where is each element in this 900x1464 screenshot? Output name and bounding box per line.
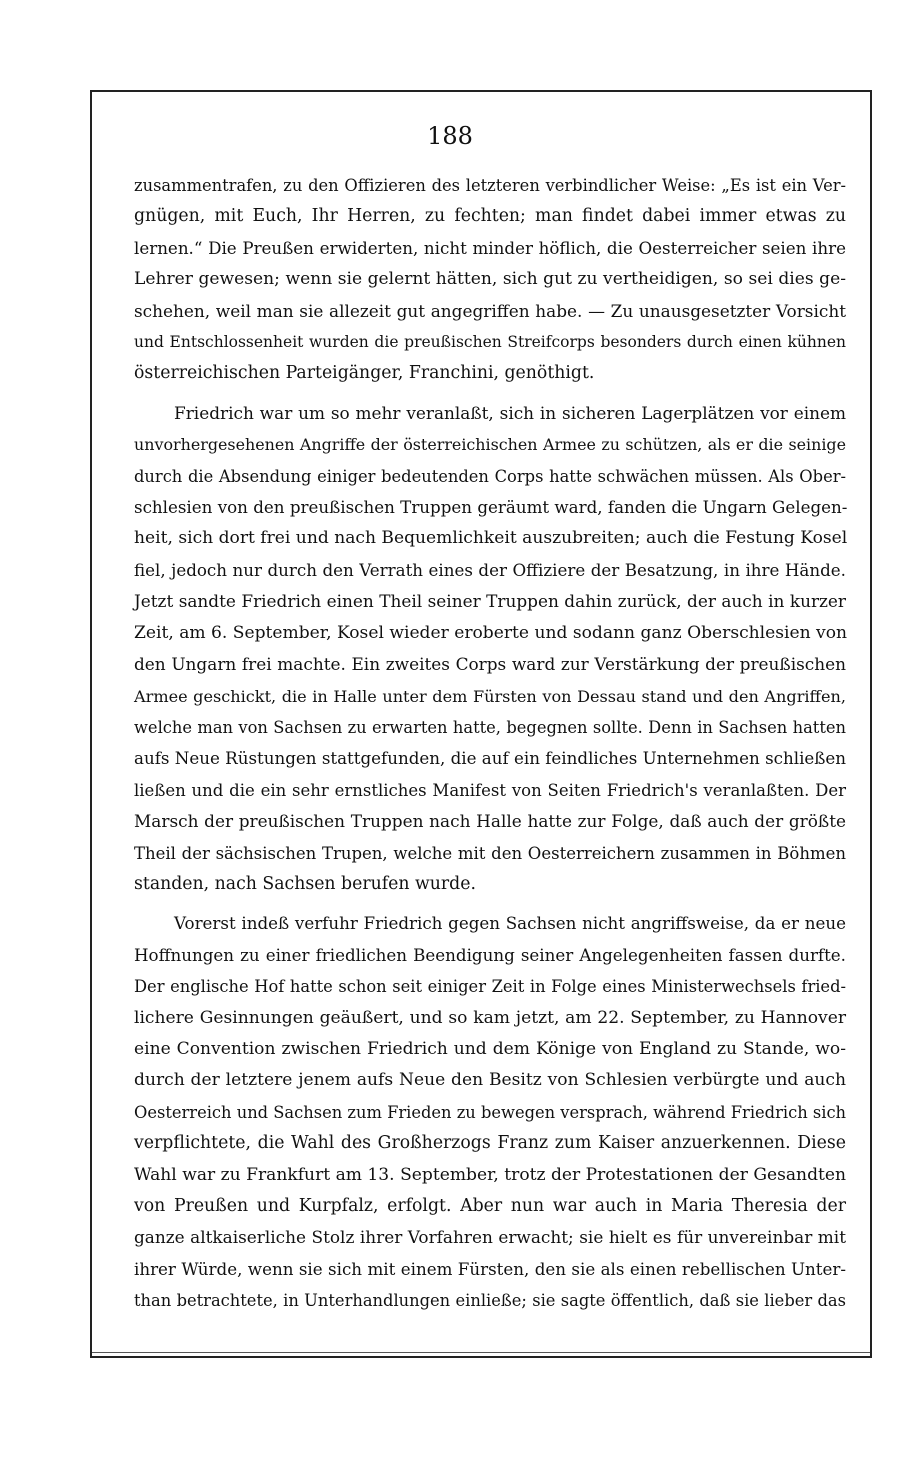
text-line: ganze altkaiserliche Stolz ihrer Vorfahren erwacht; sie hielt es für unvereinbar mit	[134, 1227, 846, 1248]
page-number: 188	[427, 122, 473, 150]
text-line: Marsch der preußischen Truppen nach Halle hatte zur Folge, daß auch der größte	[134, 811, 846, 832]
text-line: standen, nach Sachsen berufen wurde.	[134, 873, 476, 894]
text-line: welche man von Sachsen zu erwarten hatte, begegnen sollte. Denn in Sachsen hatten	[134, 717, 846, 737]
text-line: und Entschlossenheit wurden die preußischen Streifcorps besonders durch einen kühnen	[134, 333, 846, 352]
paragraph-2	[134, 398, 846, 901]
text-line: ihrer Würde, wenn sie sich mit einem Fürsten, den sie als einen rebellischen Unter-	[134, 1258, 846, 1279]
text-line: Wahl war zu Frankfurt am 13. September, trotz der Protestationen der Gesandten	[134, 1164, 846, 1185]
text-line: unvorhergesehenen Angriffe der österreichischen Armee zu schützen, als er die seinige	[134, 435, 846, 455]
text-line: than betrachtete, in Unterhandlungen einließe; sie sagte öffentlich, daß sie lieber das	[134, 1291, 846, 1311]
text-line: Der englische Hof hatte schon seit einiger Zeit in Folge eines Ministerwechsels fried-	[134, 977, 846, 997]
text-line: gnügen, mit Euch, Ihr Herren, zu fechten; man findet dabei immer etwas zu	[134, 206, 846, 227]
text-line: Jetzt sandte Friedrich einen Theil seiner Truppen dahin zurück, der auch in kurzer	[134, 591, 846, 612]
text-line: schlesien von den preußischen Truppen geräumt ward, fanden die Ungarn Gelegen-	[134, 497, 848, 518]
text-line: verpflichtete, die Wahl des Großherzogs Franz zum Kaiser anzuerkennen. Diese	[134, 1133, 846, 1154]
text-line: aufs Neue Rüstungen stattgefunden, die auf ein feindliches Unternehmen schließen	[134, 748, 847, 769]
text-line: Friedrich war um so mehr veranlaßt, sich in sicheren Lagerplätzen vor einem	[174, 402, 846, 423]
text-line: fiel, jedoch nur durch den Verrath eines der Offiziere der Besatzung, in ihre Hände.	[134, 559, 846, 580]
text-line: durch der letztere jenem aufs Neue den Besitz von Schlesien verbürgte und auch	[134, 1070, 846, 1091]
text-line: Oesterreich und Sachsen zum Frieden zu bewegen versprach, während Friedrich sich	[134, 1102, 847, 1122]
paragraph-1	[134, 170, 846, 390]
text-line: zusammentrafen, zu den Offizieren des letzteren verbindlicher Weise: „Es ist ein Ver-	[134, 176, 846, 195]
text-line: lernen.“ Die Preußen erwiderten, nicht minder höflich, die Oesterreicher seien ihre	[134, 237, 846, 258]
text-line: durch die Absendung einiger bedeutenden Corps hatte schwächen müssen. Als Ober-	[134, 466, 846, 486]
text-line: den Ungarn frei machte. Ein zweites Corps ward zur Verstärkung der preußischen	[134, 654, 846, 675]
text-line: von Preußen und Kurpfalz, erfolgt. Aber nun war auch in Maria Theresia der	[134, 1196, 846, 1216]
text-line: heit, sich dort frei und nach Bequemlichkeit auszubreiten; auch die Festung Kosel	[134, 528, 848, 549]
text-line: Lehrer gewesen; wenn sie gelernt hätten, sich gut zu vertheidigen, so sei dies ge-	[134, 269, 846, 290]
body-text	[134, 170, 846, 1325]
text-line: schehen, weil man sie allezeit gut angegriffen habe. — Zu unausgesetzter Vorsicht	[134, 300, 846, 321]
text-line: Zeit, am 6. September, Kosel wieder eroberte und sodann ganz Oberschlesien von	[134, 622, 848, 643]
text-line: ließen und die ein sehr ernstliches Manifest von Seiten Friedrich's veranlaßten. Der	[134, 780, 846, 800]
paragraph-3	[134, 908, 846, 1316]
text-line: Vorerst indeß verfuhr Friedrich gegen Sachsen nicht angriffsweise, da er neue	[174, 913, 846, 934]
text-line: lichere Gesinnungen geäußert, und so kam jetzt, am 22. September, zu Hannover	[134, 1007, 846, 1028]
bottom-rule	[92, 1352, 870, 1353]
text-line: österreichischen Parteigänger, Franchini, genöthigt.	[134, 363, 595, 384]
text-line: Armee geschickt, die in Halle unter dem Fürsten von Dessau stand und den Angriffen,	[134, 686, 846, 706]
text-line: eine Convention zwischen Friedrich und dem Könige von England zu Stande, wo-	[134, 1038, 846, 1059]
text-line: Hoffnungen zu einer friedlichen Beendigung seiner Angelegenheiten fassen durfte.	[134, 944, 846, 965]
text-line: Theil der sächsischen Trupen, welche mit den Oesterreichern zusammen in Böhmen	[134, 843, 846, 863]
